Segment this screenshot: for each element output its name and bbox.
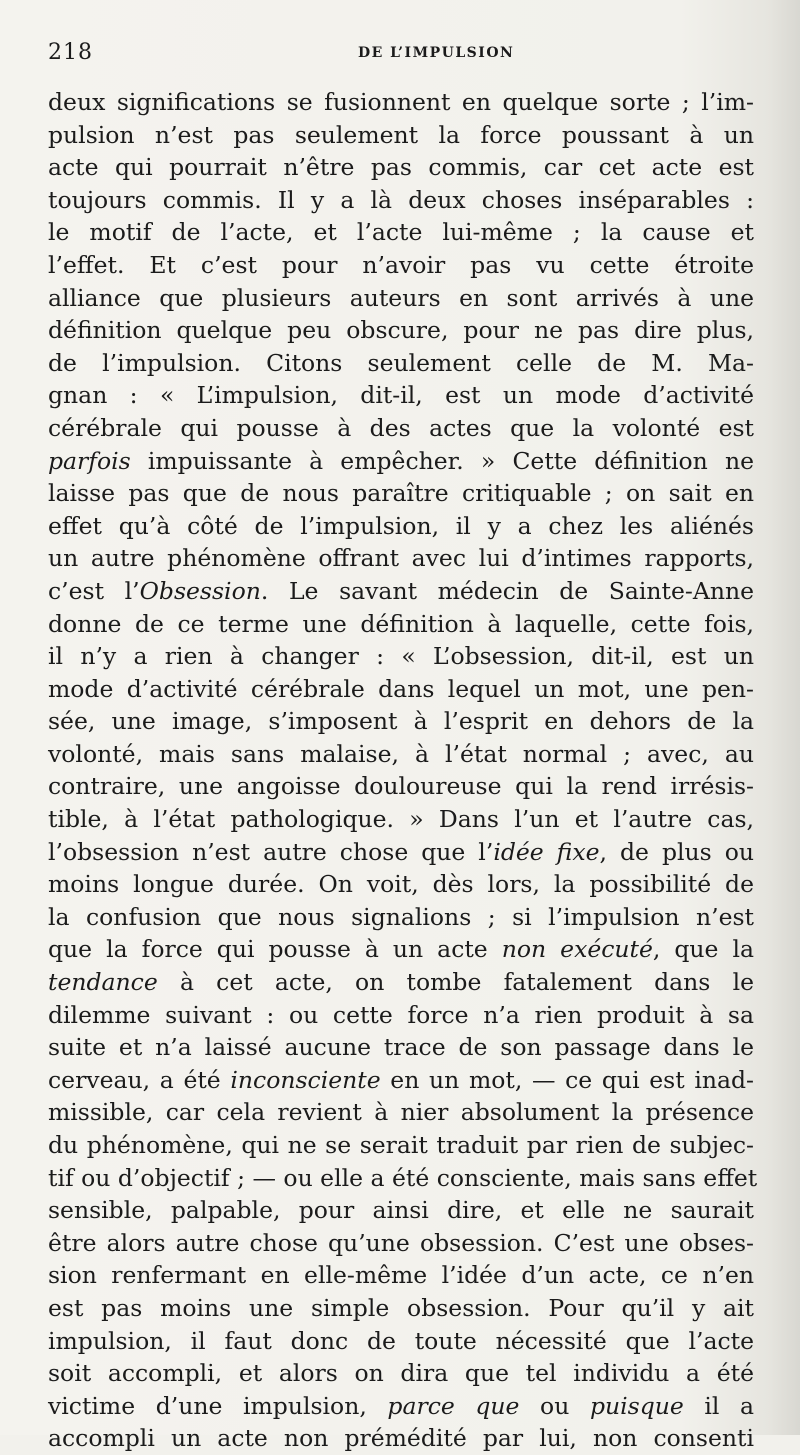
text-segment: du phénomène, qui ne se serait traduit par rien de subjec-	[48, 1131, 754, 1159]
text-segment: , de plus ou	[599, 837, 754, 866]
text-segment: sensible, palpable, pour ainsi dire, et elle ne saurait	[48, 1196, 754, 1225]
text-segment: dilemme suivant : ou cette force n’a rien produit à sa	[48, 1000, 754, 1029]
page-number: 218	[48, 40, 93, 65]
text-line	[48, 901, 754, 934]
text-segment: de l’impulsion. Citons seulement celle de M. Ma-	[48, 348, 754, 377]
text-line	[48, 1162, 758, 1195]
text-line	[48, 640, 754, 673]
text-segment: donne de ce terme une définition à laquelle, cette fois,	[48, 609, 754, 638]
text-line	[48, 1227, 754, 1260]
text-segment: contraire, une angoisse douloureuse qui la rend irrésis-	[48, 772, 754, 801]
text-segment: tible, à l’état pathologique. » Dans l’un et l’autre cas,	[48, 805, 754, 834]
text-segment: moins longue durée. On voit, dès lors, la possibilité de	[48, 870, 754, 899]
text-line	[48, 477, 754, 510]
text-segment: un autre phénomène offrant avec lui d’intimes rapports,	[48, 544, 754, 573]
text-segment: que la force qui pousse à un acte	[48, 935, 502, 964]
page-header	[48, 40, 758, 74]
text-line	[48, 1096, 754, 1129]
text-segment: à cet acte, on tombe fatalement dans le	[157, 968, 754, 997]
text-line	[48, 249, 754, 282]
text-line	[48, 933, 754, 966]
text-segment: alliance que plusieurs auteurs en sont arrivés à une	[48, 283, 754, 312]
text-segment: soit accompli, et alors on dira que tel individu a été	[48, 1359, 754, 1388]
text-segment: , que la	[652, 935, 755, 964]
text-segment: pulsion n’est pas seulement la force poussant à un	[48, 120, 754, 149]
italic-text: puisque	[589, 1391, 684, 1420]
text-line	[48, 803, 754, 836]
text-line	[48, 1129, 754, 1162]
text-line	[48, 184, 754, 217]
text-line	[48, 282, 754, 315]
text-line	[48, 705, 754, 738]
text-line	[48, 836, 754, 869]
text-line	[48, 412, 754, 445]
italic-text: idée fixe	[493, 837, 600, 866]
text-line	[48, 738, 754, 771]
text-segment: acte qui pourrait n’être pas commis, car cet acte est	[48, 153, 754, 182]
body-text	[48, 86, 758, 1455]
text-line	[48, 151, 754, 184]
text-segment: c’est l’	[48, 576, 140, 605]
text-segment: victime d’une impulsion,	[48, 1391, 388, 1420]
text-line	[48, 379, 754, 412]
text-line	[48, 1357, 754, 1390]
text-segment: sée, une image, s’imposent à l’esprit en dehors de la	[48, 707, 754, 736]
text-segment: définition quelque peu obscure, pour ne pas dire plus,	[48, 316, 754, 345]
text-segment: gnan : « L’impulsion, dit-il, est un mode d’activité	[48, 381, 754, 410]
text-line	[48, 1325, 754, 1358]
text-segment: missible, car cela revient à nier absolument la présence	[48, 1098, 754, 1127]
text-segment: cerveau, a été	[48, 1065, 231, 1094]
text-line	[48, 868, 754, 901]
text-line	[48, 1292, 754, 1325]
text-segment: ou	[519, 1391, 590, 1420]
text-line	[48, 1422, 754, 1455]
italic-text: inconsciente	[230, 1065, 381, 1094]
text-segment: . Le savant médecin de Sainte-Anne	[260, 576, 754, 605]
text-line	[48, 1064, 754, 1097]
text-segment: mode d’activité cérébrale dans lequel un mot, une pen-	[48, 674, 754, 703]
text-segment: impuissante à empêcher. » Cette définition ne	[130, 446, 754, 475]
italic-text: Obsession	[139, 576, 261, 605]
text-line	[48, 673, 754, 706]
text-segment: la confusion que nous signalions ; si l’impulsion n’est	[48, 902, 754, 931]
running-title: DE L’IMPULSION	[358, 45, 515, 61]
text-segment: accompli un acte non prémédité par lui, non consenti	[48, 1424, 754, 1453]
text-line	[48, 966, 754, 999]
text-segment: sion renfermant en elle-même l’idée d’un acte, ce n’en	[48, 1261, 754, 1290]
text-segment: le motif de l’acte, et l’acte lui-même ; la cause et	[48, 218, 754, 247]
text-line	[48, 1259, 754, 1292]
text-line	[48, 347, 754, 380]
text-segment: tif ou d’objectif ; — ou elle a été consciente, mais sans effet	[48, 1163, 758, 1192]
text-segment: laisse pas que de nous paraître critiquable ; on sait en	[48, 479, 754, 508]
italic-text: tendance	[48, 968, 158, 997]
italic-text: non exécuté	[501, 935, 653, 964]
text-line	[48, 86, 754, 119]
text-line	[48, 314, 754, 347]
text-line	[48, 510, 754, 543]
text-segment: suite et n’a laissé aucune trace de son passage dans le	[48, 1033, 754, 1062]
text-segment: l’effet. Et c’est pour n’avoir pas vu cette étroite	[48, 250, 754, 279]
text-line	[48, 119, 754, 152]
text-segment: en un mot, — ce qui est inad-	[380, 1065, 754, 1094]
text-line	[48, 445, 754, 478]
text-line	[48, 608, 754, 641]
text-line	[48, 542, 754, 575]
italic-text: parce que	[387, 1391, 520, 1420]
text-segment: est pas moins une simple obsession. Pour qu’il y ait	[48, 1293, 754, 1322]
text-line	[48, 216, 754, 249]
text-line	[48, 575, 754, 608]
text-segment: il a	[683, 1391, 755, 1420]
text-line	[48, 1194, 754, 1227]
text-line	[48, 770, 754, 803]
text-line	[48, 999, 754, 1032]
text-segment: cérébrale qui pousse à des actes que la volonté est	[48, 413, 754, 442]
italic-text: parfois	[48, 446, 131, 475]
text-segment: toujours commis. Il y a là deux choses inséparables :	[48, 185, 754, 214]
text-segment: il n’y a rien à changer : « L’obsession, dit-il, est un	[48, 642, 754, 671]
text-segment: effet qu’à côté de l’impulsion, il y a chez les aliénés	[48, 511, 754, 540]
text-segment: être alors autre chose qu’une obsession. C’est une obses-	[48, 1228, 754, 1257]
text-segment: deux significations se fusionnent en quelque sorte ; l’im-	[48, 88, 754, 116]
text-segment: impulsion, il faut donc de toute nécessité que l’acte	[48, 1326, 754, 1355]
text-segment: l’obsession n’est autre chose que l’	[48, 837, 494, 866]
text-line	[48, 1031, 754, 1064]
text-line	[48, 1390, 754, 1423]
text-segment: volonté, mais sans malaise, à l’état normal ; avec, au	[48, 739, 754, 768]
